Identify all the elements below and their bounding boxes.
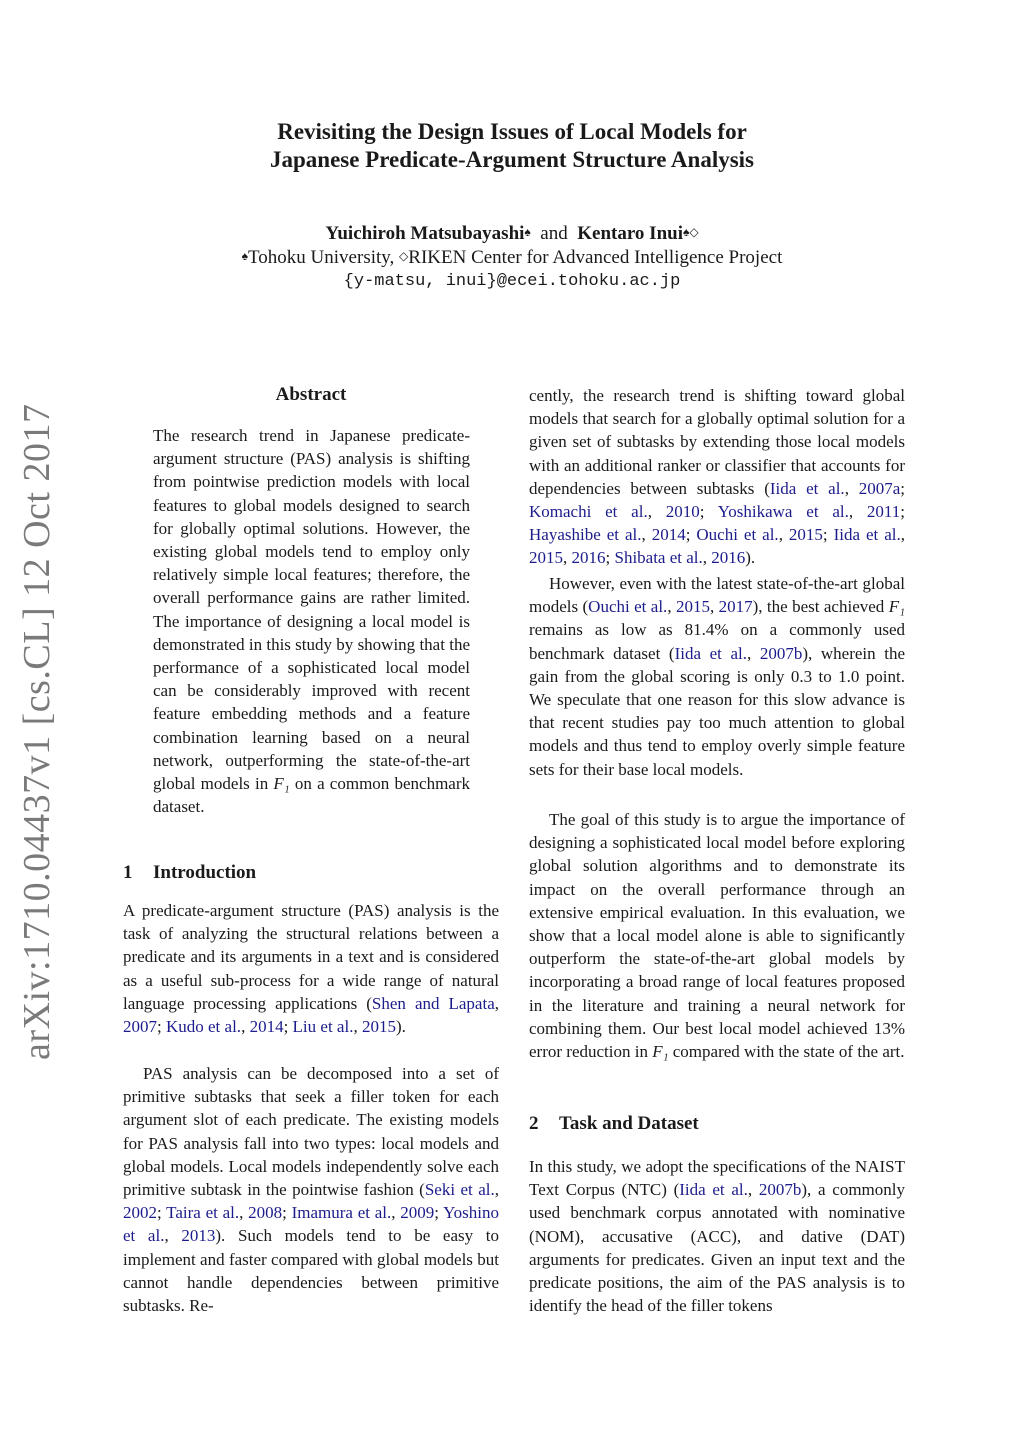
author-and: and	[540, 223, 568, 244]
task-p1-text: In this study, we adopt the specifications of the NAIST Text Corpus (NTC) (	[529, 1157, 905, 1200]
percent-value: 81.4%	[684, 620, 729, 640]
citation-link[interactable]: 2016	[571, 548, 606, 568]
abstract-body: The research trend in Japanese predicate-argument structure (PAS) analysis is shifting from pointwise prediction models with local features to global models designed to search for globally optimal solutions. However, the existing global models tend to employ only relatively simple local features; therefore, the overall performance gains are rather limited. The importance of designing a local model is demonstrated in this study by showing that the performance of a sophisticated local model can be considerably improved with recent feature embedding methods and a feature combination learning based on a neural network, outperforming the state-of-the-art global models in	[153, 426, 470, 794]
citation-separator: ,	[391, 1203, 401, 1223]
title-line-1: Revisiting the Design Issues of Local Models for	[277, 119, 747, 144]
citation-link[interactable]: Taira et al.	[166, 1203, 240, 1223]
section-1-heading	[123, 860, 256, 886]
right-p1-end: ).	[745, 548, 756, 568]
affiliation-line	[112, 246, 912, 271]
section-1-title: Introduction	[153, 862, 257, 883]
f1-math: F₁	[652, 1042, 669, 1062]
citation-separator: ;	[822, 525, 834, 545]
f1-math: F₁	[888, 597, 905, 617]
citation-link[interactable]: 2017	[718, 597, 753, 617]
right-p3-text: The goal of this study is to argue the importance of designing a sophisticated local model before exploring global solution algorithms and to demonstrate its impact on the overall performance through an extensive empirical evaluation. In this evaluation, we show that a local model alone is able to significantly outperform the state-of-the-art global models by incorporating a broad range of local features proposed in the literature and training a neural network for combining them. Our best local model achieved	[529, 810, 905, 1038]
citation-separator: ,	[778, 525, 789, 545]
affil-mark-1: ♠	[241, 249, 249, 263]
citation-link[interactable]: Hayashibe et al.	[529, 525, 642, 545]
citation-separator: ,	[747, 1180, 759, 1200]
citation-separator: ,	[647, 502, 666, 522]
section-2-title: Task and Dataset	[559, 1113, 699, 1134]
citation-link[interactable]: 2013	[181, 1226, 216, 1246]
citation-link[interactable]: Yoshikawa et al.	[717, 502, 849, 522]
citation-link[interactable]: Iida et al.	[833, 525, 901, 545]
section-1-number: 1	[123, 862, 133, 883]
paper-title	[112, 118, 912, 174]
right-p2-text-b: ), the best achieved	[752, 597, 885, 617]
citation-separator: ,	[667, 597, 676, 617]
citation-link[interactable]: Seki et al.	[424, 1180, 495, 1200]
citation-separator: ;	[157, 1203, 167, 1223]
intro-p2-end: ). Such models tend to be easy to implement and faster compared with global models but cannot handle dependencies between primitive subtasks. Re-	[123, 1226, 499, 1316]
author-1-marks: ♠	[524, 225, 531, 239]
citation-separator: ;	[699, 502, 718, 522]
abstract-text	[153, 424, 470, 818]
author-email: {y-matsu, inui}@ecei.tohoku.ac.jp	[343, 272, 681, 291]
affiliation-2: RIKEN Center for Advanced Intelligence Project	[408, 247, 783, 268]
intro-p2-text: PAS analysis can be decomposed into a set of primitive subtasks that seek a filler token for each argument slot of each predicate. The existing models for PAS analysis fall into two types: local models and global models. Local models independently solve each primitive subtask in the pointwise fashion (	[123, 1064, 499, 1200]
citation-link[interactable]: 2015	[361, 1017, 396, 1037]
right-p2-text-c: remains as low as	[529, 620, 673, 640]
percent-value: 13%	[873, 1018, 906, 1038]
citation-link[interactable]: Shibata et al.	[614, 548, 703, 568]
right-p3-text-b: error reduction in	[529, 1042, 648, 1062]
right-p2-text-d: on a commonly used benchmark dataset (	[529, 620, 906, 663]
citation-separator: ,	[239, 1203, 249, 1223]
right-paragraph-1	[529, 384, 905, 570]
right-p2-text-e: ), wherein the gain from the global scoring is only 0.3 to 1.0 point. We speculate that one reason for this slow advance is that recent studies pay too much attention to global models and thus tend to employ overly simple feature sets for their base local models.	[529, 643, 906, 779]
citation-separator: ,	[709, 597, 719, 617]
section-2-number: 2	[529, 1113, 539, 1134]
citation-link[interactable]: 2015	[675, 597, 710, 617]
citation-link[interactable]: Liu et al.	[292, 1017, 354, 1037]
citation-link[interactable]: 2014	[249, 1017, 284, 1037]
intro-paragraph-1	[123, 899, 499, 1038]
citation-link[interactable]: Kudo et al.	[165, 1017, 242, 1037]
citation-separator: ,	[641, 525, 652, 545]
citation-separator: ,	[900, 525, 906, 545]
citation-separator: ;	[605, 548, 615, 568]
citation-separator: ,	[494, 993, 499, 1013]
citation-link[interactable]: Iida et al.	[674, 643, 748, 663]
citation-separator: ,	[844, 478, 859, 498]
citation-link[interactable]: Iida et al.	[769, 478, 845, 498]
intro-p1-text: A predicate-argument structure (PAS) analysis is the task of analyzing the structural relations between a predicate and its arguments in a text and is considered as a useful sub-process for a wide range of natural language processing applications (	[123, 901, 499, 1013]
right-p2-text: However, even with the latest state-of-the-art global models (	[529, 574, 905, 617]
citation-separator: ,	[563, 548, 572, 568]
citation-separator: ,	[848, 502, 867, 522]
citation-link[interactable]: 2016	[711, 548, 746, 568]
affil-mark-2: ◇	[399, 249, 409, 263]
intro-p1-end: ).	[395, 1017, 406, 1037]
citation-separator: ;	[282, 1203, 292, 1223]
citation-separator: ;	[900, 478, 906, 498]
affiliation-1: Tohoku University,	[248, 247, 395, 268]
task-p1-text-b: ), a commonly used benchmark corpus annotated with nominative (NOM), accusative (ACC), and dative (DAT) arguments for predicates. Given an input text and the predicate positions, the aim of the PAS analysis is to identify the head of the filler tokens	[529, 1180, 906, 1316]
citation-separator: ,	[241, 1017, 250, 1037]
arxiv-stamp: arXiv:1710.04437v1 [cs.CL] 12 Oct 2017	[16, 403, 58, 1060]
citation-link[interactable]: 2007b	[758, 1180, 802, 1200]
section-2-heading	[529, 1111, 699, 1137]
abstract-f1-math: F₁	[273, 774, 290, 794]
citation-link[interactable]: Imamura et al.	[291, 1203, 392, 1223]
citation-link[interactable]: Ouchi et al.	[696, 525, 779, 545]
abstract-body-end: on a common benchmark dataset.	[153, 774, 470, 817]
right-p3-text-c: compared with the state of the art.	[672, 1042, 905, 1062]
citation-link[interactable]: Ouchi et al.	[588, 597, 668, 617]
citation-separator: ,	[747, 643, 760, 663]
citation-link[interactable]: Shen and Lapata	[371, 993, 495, 1013]
author-2-name: Kentaro Inui	[577, 223, 683, 244]
citation-link[interactable]: 2015	[529, 548, 563, 568]
citation-link[interactable]: 2007	[123, 1017, 157, 1037]
citation-link[interactable]: 2009	[400, 1203, 435, 1223]
title-line-2: Japanese Predicate-Argument Structure Analysis	[269, 147, 755, 172]
intro-paragraph-2	[123, 1062, 499, 1317]
task-paragraph-1	[529, 1155, 905, 1317]
author-1-name: Yuichiroh Matsubayashi	[325, 223, 525, 244]
citation-separator: ,	[494, 1180, 499, 1200]
citation-link[interactable]: 2002	[123, 1203, 157, 1223]
citation-link[interactable]: Yoshino et al.	[123, 1203, 499, 1246]
citation-link[interactable]: Komachi et al.	[529, 502, 648, 522]
citation-link[interactable]: 2011	[866, 502, 901, 522]
citation-link[interactable]: 2008	[248, 1203, 283, 1223]
right-paragraph-2	[529, 572, 905, 781]
citation-link[interactable]: 2015	[788, 525, 823, 545]
right-paragraph-3	[529, 808, 905, 1063]
citation-separator: ;	[900, 502, 906, 522]
citation-separator: ;	[157, 1017, 166, 1037]
citation-separator: ;	[283, 1017, 293, 1037]
abstract-heading: Abstract	[275, 384, 347, 405]
author-line	[112, 222, 912, 247]
citation-link[interactable]: 2007a	[858, 478, 901, 498]
citation-link[interactable]: 2007b	[759, 643, 803, 663]
citation-link[interactable]: Iida et al.	[679, 1180, 748, 1200]
citation-link[interactable]: 2010	[665, 502, 700, 522]
citation-separator: ,	[353, 1017, 362, 1037]
citation-link[interactable]: 2014	[651, 525, 686, 545]
right-p1-text: cently, the research trend is shifting toward global models that search for a globally optimal solution for a given set of subtasks by extending those local models with an additional ranker or classifier that accounts for dependencies between subtasks (	[529, 386, 905, 498]
citation-separator: ;	[685, 525, 697, 545]
citation-separator: ,	[702, 548, 712, 568]
author-2-marks: ♠◇	[683, 225, 699, 239]
citation-separator: ,	[164, 1226, 182, 1246]
citation-separator: ;	[434, 1203, 444, 1223]
